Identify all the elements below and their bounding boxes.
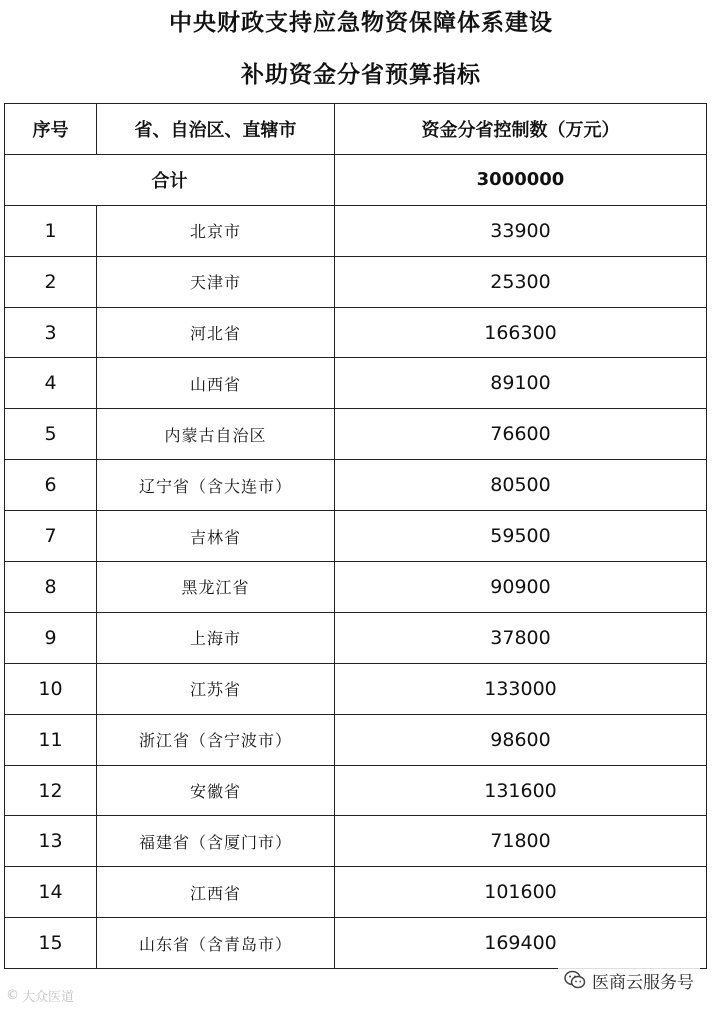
row-amount: 33900 xyxy=(335,205,707,256)
table-header-row xyxy=(5,104,707,155)
row-region: 江苏省 xyxy=(97,663,335,714)
row-amount: 101600 xyxy=(335,867,707,918)
watermark-left-text: 大众医道 xyxy=(22,990,75,1005)
watermark-logo-icon: © xyxy=(6,988,19,1003)
total-label: 合计 xyxy=(5,154,335,205)
row-amount: 76600 xyxy=(335,409,707,460)
table-row xyxy=(5,409,707,460)
row-number: 15 xyxy=(5,918,97,969)
row-region: 黑龙江省 xyxy=(97,562,335,613)
row-amount: 37800 xyxy=(335,612,707,663)
row-region: 江西省 xyxy=(97,867,335,918)
table-row xyxy=(5,256,707,307)
row-amount: 80500 xyxy=(335,460,707,511)
total-row xyxy=(5,154,707,205)
table-row xyxy=(5,307,707,358)
row-region: 上海市 xyxy=(97,612,335,663)
watermark-right xyxy=(558,965,700,995)
row-region: 安徽省 xyxy=(97,765,335,816)
table-row xyxy=(5,460,707,511)
table-row xyxy=(5,205,707,256)
header-amount: 资金分省控制数（万元） xyxy=(335,104,707,155)
budget-table xyxy=(4,103,707,969)
table-row xyxy=(5,918,707,969)
row-region: 天津市 xyxy=(97,256,335,307)
table-row xyxy=(5,714,707,765)
row-region: 北京市 xyxy=(97,205,335,256)
row-number: 6 xyxy=(5,460,97,511)
row-amount: 59500 xyxy=(335,511,707,562)
row-region: 福建省（含厦门市） xyxy=(97,816,335,867)
table-row xyxy=(5,663,707,714)
row-number: 8 xyxy=(5,562,97,613)
row-amount: 133000 xyxy=(335,663,707,714)
row-amount: 166300 xyxy=(335,307,707,358)
header-no: 序号 xyxy=(5,104,97,155)
table-row xyxy=(5,867,707,918)
row-number: 4 xyxy=(5,358,97,409)
row-amount: 25300 xyxy=(335,256,707,307)
row-amount: 71800 xyxy=(335,816,707,867)
table-row xyxy=(5,511,707,562)
row-number: 9 xyxy=(5,612,97,663)
table-row xyxy=(5,612,707,663)
row-number: 14 xyxy=(5,867,97,918)
total-amount: 3000000 xyxy=(335,154,707,205)
row-number: 5 xyxy=(5,409,97,460)
row-amount: 131600 xyxy=(335,765,707,816)
row-number: 2 xyxy=(5,256,97,307)
watermark-right-text: 医商云服务号 xyxy=(592,972,694,993)
row-region: 内蒙古自治区 xyxy=(97,409,335,460)
watermark-left xyxy=(6,986,74,1005)
row-region: 浙江省（含宁波市） xyxy=(97,714,335,765)
row-region: 吉林省 xyxy=(97,511,335,562)
wechat-icon xyxy=(564,970,586,990)
header-region: 省、自治区、直辖市 xyxy=(97,104,335,155)
row-region: 河北省 xyxy=(97,307,335,358)
row-amount: 169400 xyxy=(335,918,707,969)
row-number: 12 xyxy=(5,765,97,816)
table-row xyxy=(5,562,707,613)
row-amount: 89100 xyxy=(335,358,707,409)
row-number: 11 xyxy=(5,714,97,765)
row-region: 辽宁省（含大连市） xyxy=(97,460,335,511)
row-number: 1 xyxy=(5,205,97,256)
row-region: 山西省 xyxy=(97,358,335,409)
table-row xyxy=(5,816,707,867)
row-number: 3 xyxy=(5,307,97,358)
table-row xyxy=(5,358,707,409)
table-row xyxy=(5,765,707,816)
row-number: 10 xyxy=(5,663,97,714)
document-title-line2: 补助资金分省预算指标 xyxy=(241,62,481,88)
row-number: 7 xyxy=(5,511,97,562)
document-title-line1: 中央财政支持应急物资保障体系建设 xyxy=(169,10,553,36)
row-region: 山东省（含青岛市） xyxy=(97,918,335,969)
row-amount: 90900 xyxy=(335,562,707,613)
row-number: 13 xyxy=(5,816,97,867)
row-amount: 98600 xyxy=(335,714,707,765)
